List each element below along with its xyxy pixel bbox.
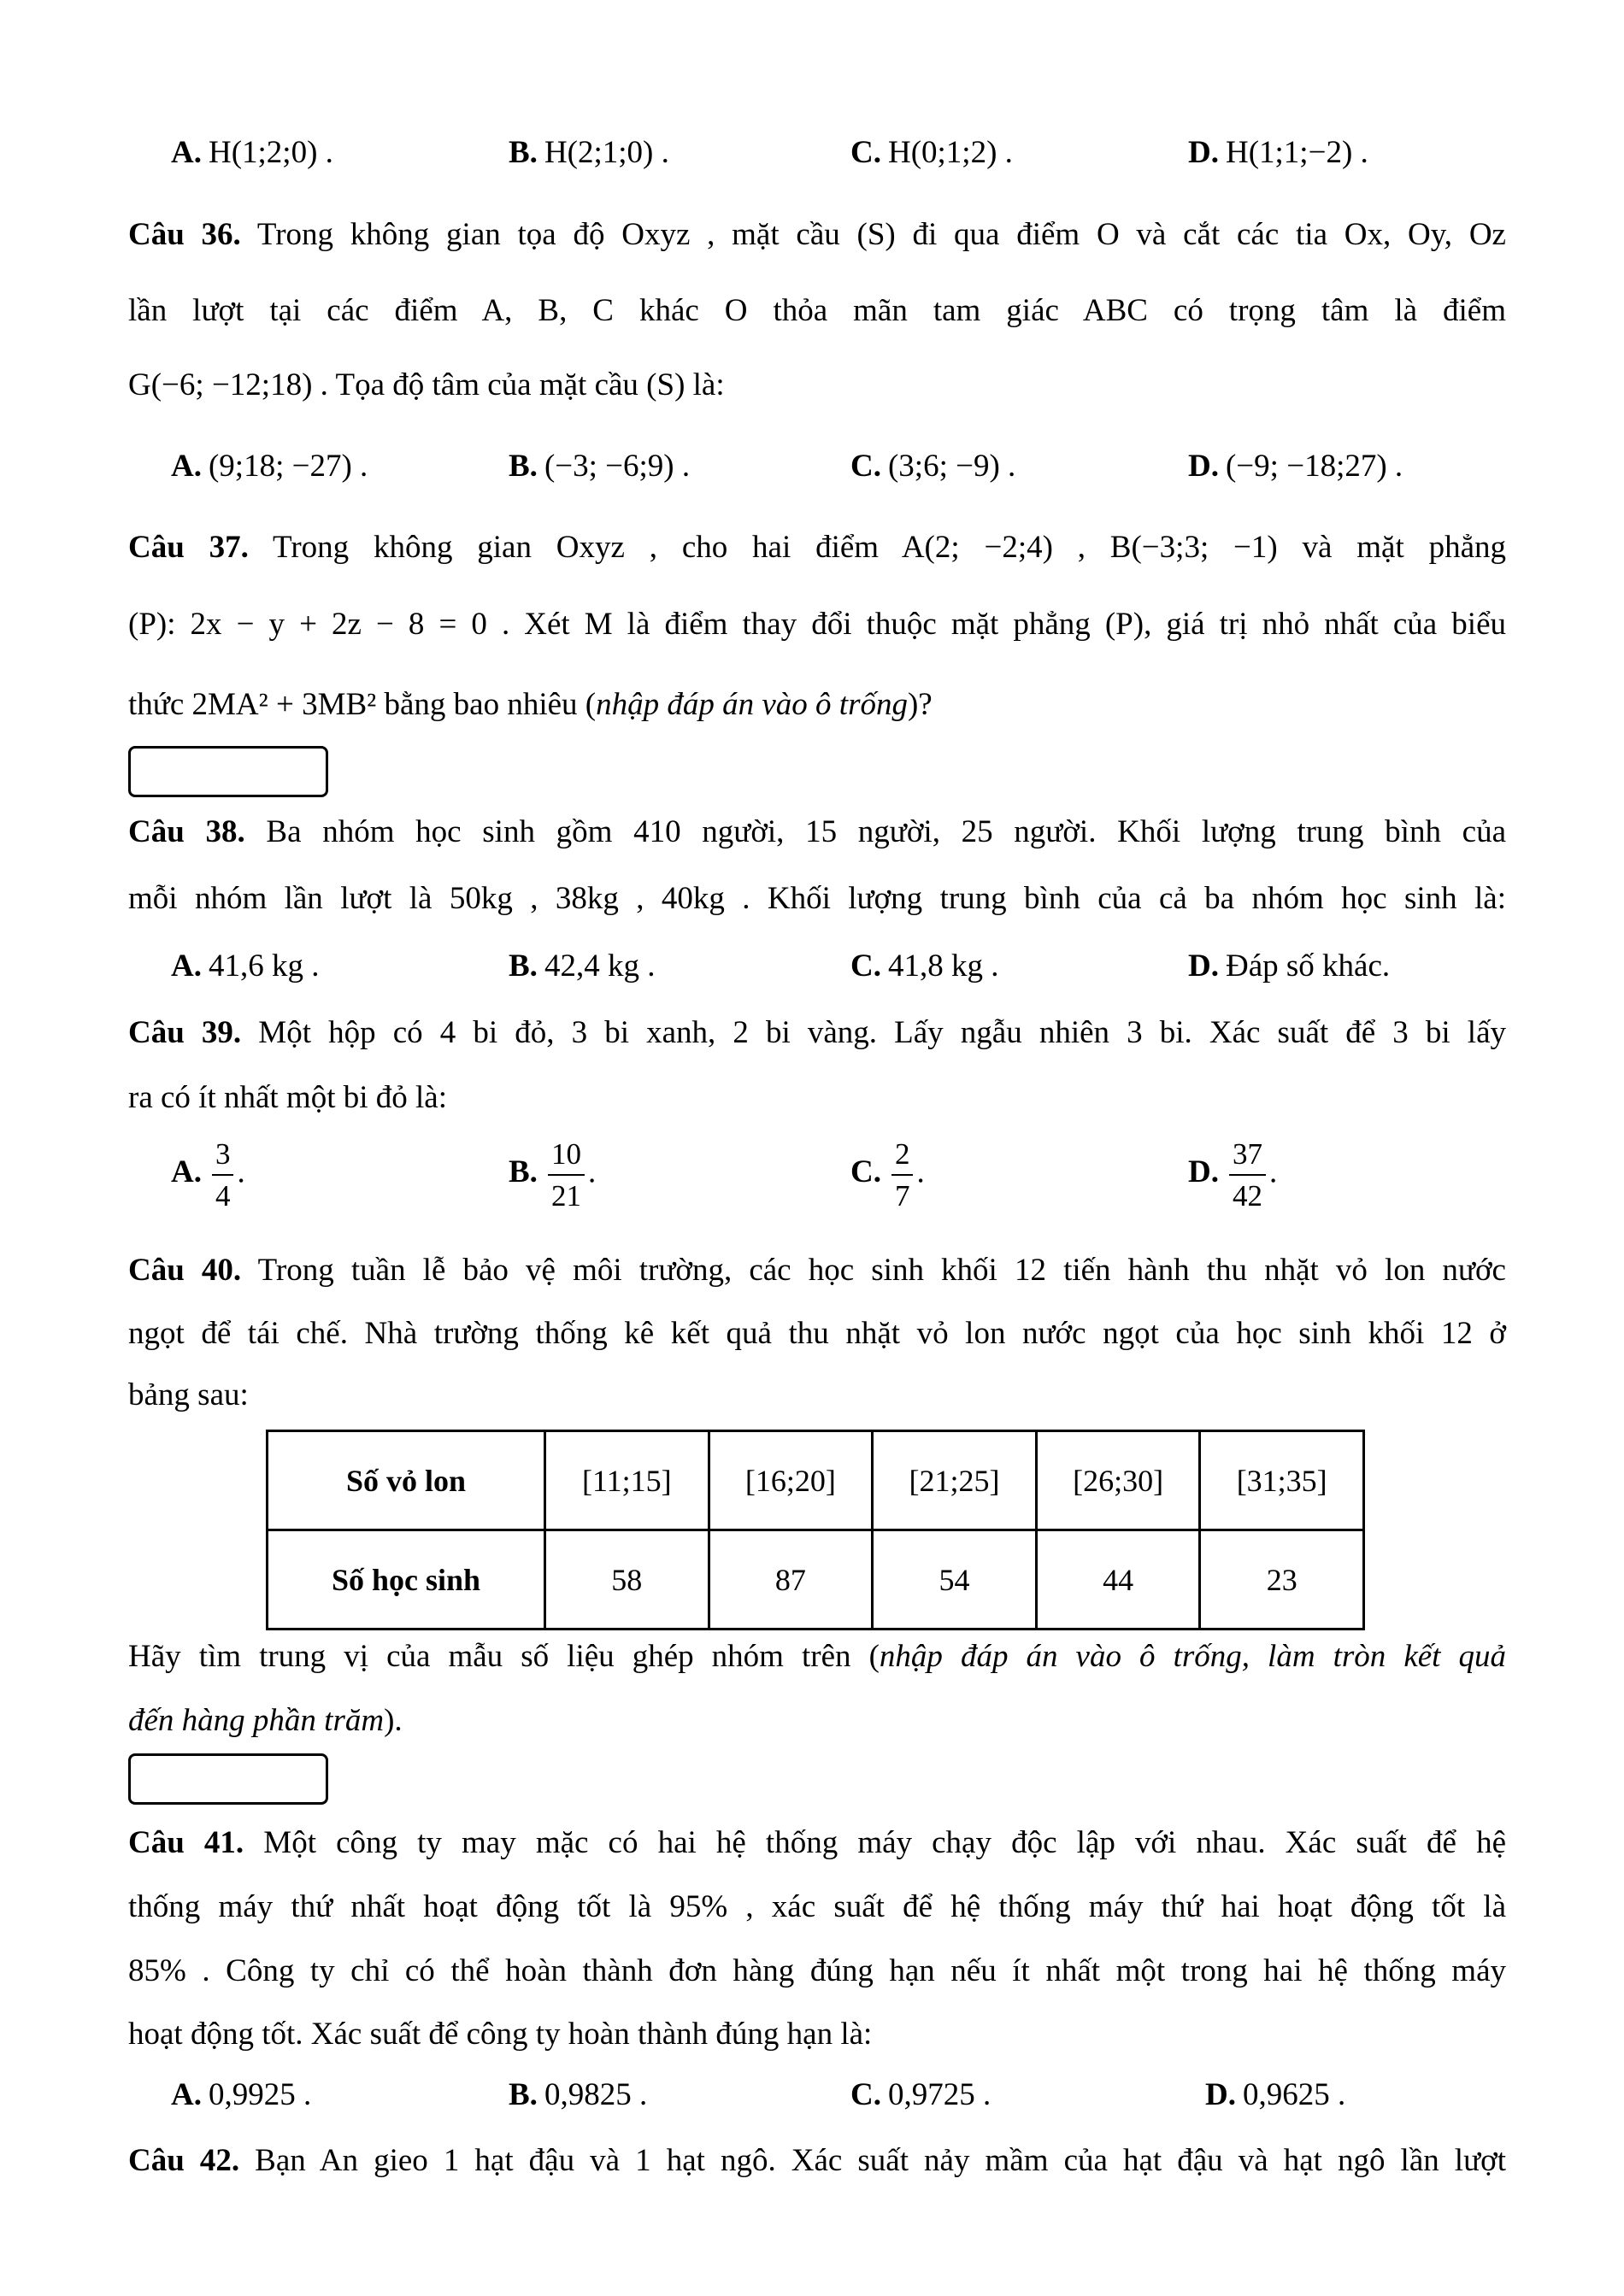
q40-line3: bảng sau:	[128, 1377, 249, 1412]
q40-data-table	[266, 1430, 1365, 1630]
q41-line2: thống máy thứ nhất hoạt động tốt là 95% , xác suất để hệ thống máy thứ hai hoạt động tốt là	[128, 1889, 1506, 1924]
q39-option-b: B. $\frac{10}{21}$ .	[509, 1137, 597, 1213]
q38-option-d: D. Đáp số khác.	[1188, 948, 1391, 984]
q38-option-c: C. 41,8 kg .	[850, 948, 999, 984]
q40-after-line2: đến hàng phần trăm).	[128, 1703, 403, 1738]
q42-line1: Câu 42. Bạn An gieo 1 hạt đậu và 1 hạt ngô. Xác suất nảy mầm của hạt đậu và hạt ngô lần lượt	[128, 2143, 1506, 2178]
q38-line2: mỗi nhóm lần lượt là 50kg , 38kg , 40kg . Khối lượng trung bình của cả ba nhóm học sinh là:	[128, 881, 1506, 916]
q38-option-b: B. 42,4 kg .	[509, 948, 656, 984]
option-b: B. H(2;1;0) .	[509, 135, 669, 170]
table-cell: 23	[1200, 1530, 1364, 1630]
q41-option-a: A. 0,9925 .	[171, 2077, 312, 2112]
q40-line2: ngọt để tái chế. Nhà trường thống kê kết quả thu nhặt vỏ lon nước ngọt của học sinh khối 12 ở	[128, 1316, 1506, 1351]
table-cell: [11;15]	[545, 1431, 709, 1530]
q41-line1: Câu 41. Một công ty may mặc có hai hệ thống máy chạy độc lập với nhau. Xác suất để hệ	[128, 1825, 1507, 1860]
table-cell: Số vỏ lon	[268, 1431, 545, 1530]
table-cell: 87	[709, 1530, 873, 1630]
q41-option-b: B. 0,9825 .	[509, 2077, 648, 2112]
q37-line1: Câu 37. Trong không gian Oxyz , cho hai điểm A(2; −2;4) , B(−3;3; −1) và mặt phẳng	[128, 530, 1506, 565]
table-cell: 44	[1036, 1530, 1200, 1630]
q41-option-d: D. 0,9625 .	[1205, 2077, 1346, 2112]
q36-line3: G(−6; −12;18) . Tọa độ tâm của mặt cầu (S) là:	[128, 367, 725, 402]
q36-option-a: A. (9;18; −27) .	[171, 449, 368, 484]
q41-option-c: C. 0,9725 .	[850, 2077, 991, 2112]
table-cell: [16;20]	[709, 1431, 873, 1530]
option-a: A. H(1;2;0) .	[171, 135, 333, 170]
q36-option-c: C. (3;6; −9) .	[850, 449, 1016, 484]
q37-line2: (P): 2x − y + 2z − 8 = 0 . Xét M là điểm thay đổi thuộc mặt phẳng (P), giá trị nhỏ nhất của biểu	[128, 607, 1506, 642]
q39-line2: ra có ít nhất một bi đỏ là:	[128, 1080, 447, 1115]
q39-line1: Câu 39. Một hộp có 4 bi đỏ, 3 bi xanh, 2 bi vàng. Lấy ngẫu nhiên 3 bi. Xác suất để 3 bi lấy	[128, 1015, 1507, 1050]
q41-line3: 85% . Công ty chỉ có thể hoàn thành đơn hàng đúng hạn nếu ít nhất một trong hai hệ thống máy	[128, 1953, 1506, 1988]
q37-answer-box[interactable]	[128, 746, 328, 797]
table-row	[268, 1530, 1364, 1630]
option-d: D. H(1;1;−2) .	[1188, 135, 1368, 170]
option-c: C. H(0;1;2) .	[850, 135, 1013, 170]
q39-option-d: D. $\frac{37}{42}$ .	[1188, 1137, 1278, 1213]
q39-option-a: A. $\frac{3}{4}$ .	[171, 1137, 245, 1213]
q38-option-a: A. 41,6 kg .	[171, 948, 320, 984]
q40-answer-box[interactable]	[128, 1753, 328, 1805]
table-cell: [21;25]	[873, 1431, 1037, 1530]
q39-option-c: C. $\frac{2}{7}$ .	[850, 1137, 925, 1213]
q38-line1: Câu 38. Ba nhóm học sinh gồm 410 người, 15 người, 25 người. Khối lượng trung bình của	[128, 814, 1506, 849]
table-row	[268, 1431, 1364, 1530]
q41-line4: hoạt động tốt. Xác suất để công ty hoàn thành đúng hạn là:	[128, 2017, 873, 2052]
table-cell: 54	[873, 1530, 1037, 1630]
q36-line2: lần lượt tại các điểm A, B, C khác O thỏa mãn tam giác ABC có trọng tâm là điểm	[128, 293, 1506, 328]
table-cell: Số học sinh	[268, 1530, 545, 1630]
q40-after-line1: Hãy tìm trung vị của mẫu số liệu ghép nhóm trên (nhập đáp án vào ô trống, làm tròn kết quả	[128, 1639, 1506, 1674]
q40-line1: Câu 40. Trong tuần lễ bảo vệ môi trường, các học sinh khối 12 tiến hành thu nhặt vỏ lon nước	[128, 1253, 1506, 1288]
table-cell: 58	[545, 1530, 709, 1630]
q37-line3: thức 2MA² + 3MB² bằng bao nhiêu (nhập đáp án vào ô trống)?	[128, 687, 933, 722]
table-cell: [31;35]	[1200, 1431, 1364, 1530]
q36-line1: Câu 36. Trong không gian tọa độ Oxyz , mặt cầu (S) đi qua điểm O và cắt các tia Ox, Oy, Oz	[128, 217, 1506, 252]
q36-option-d: D. (−9; −18;27) .	[1188, 449, 1403, 484]
q36-option-b: B. (−3; −6;9) .	[509, 449, 691, 484]
table-cell: [26;30]	[1036, 1431, 1200, 1530]
